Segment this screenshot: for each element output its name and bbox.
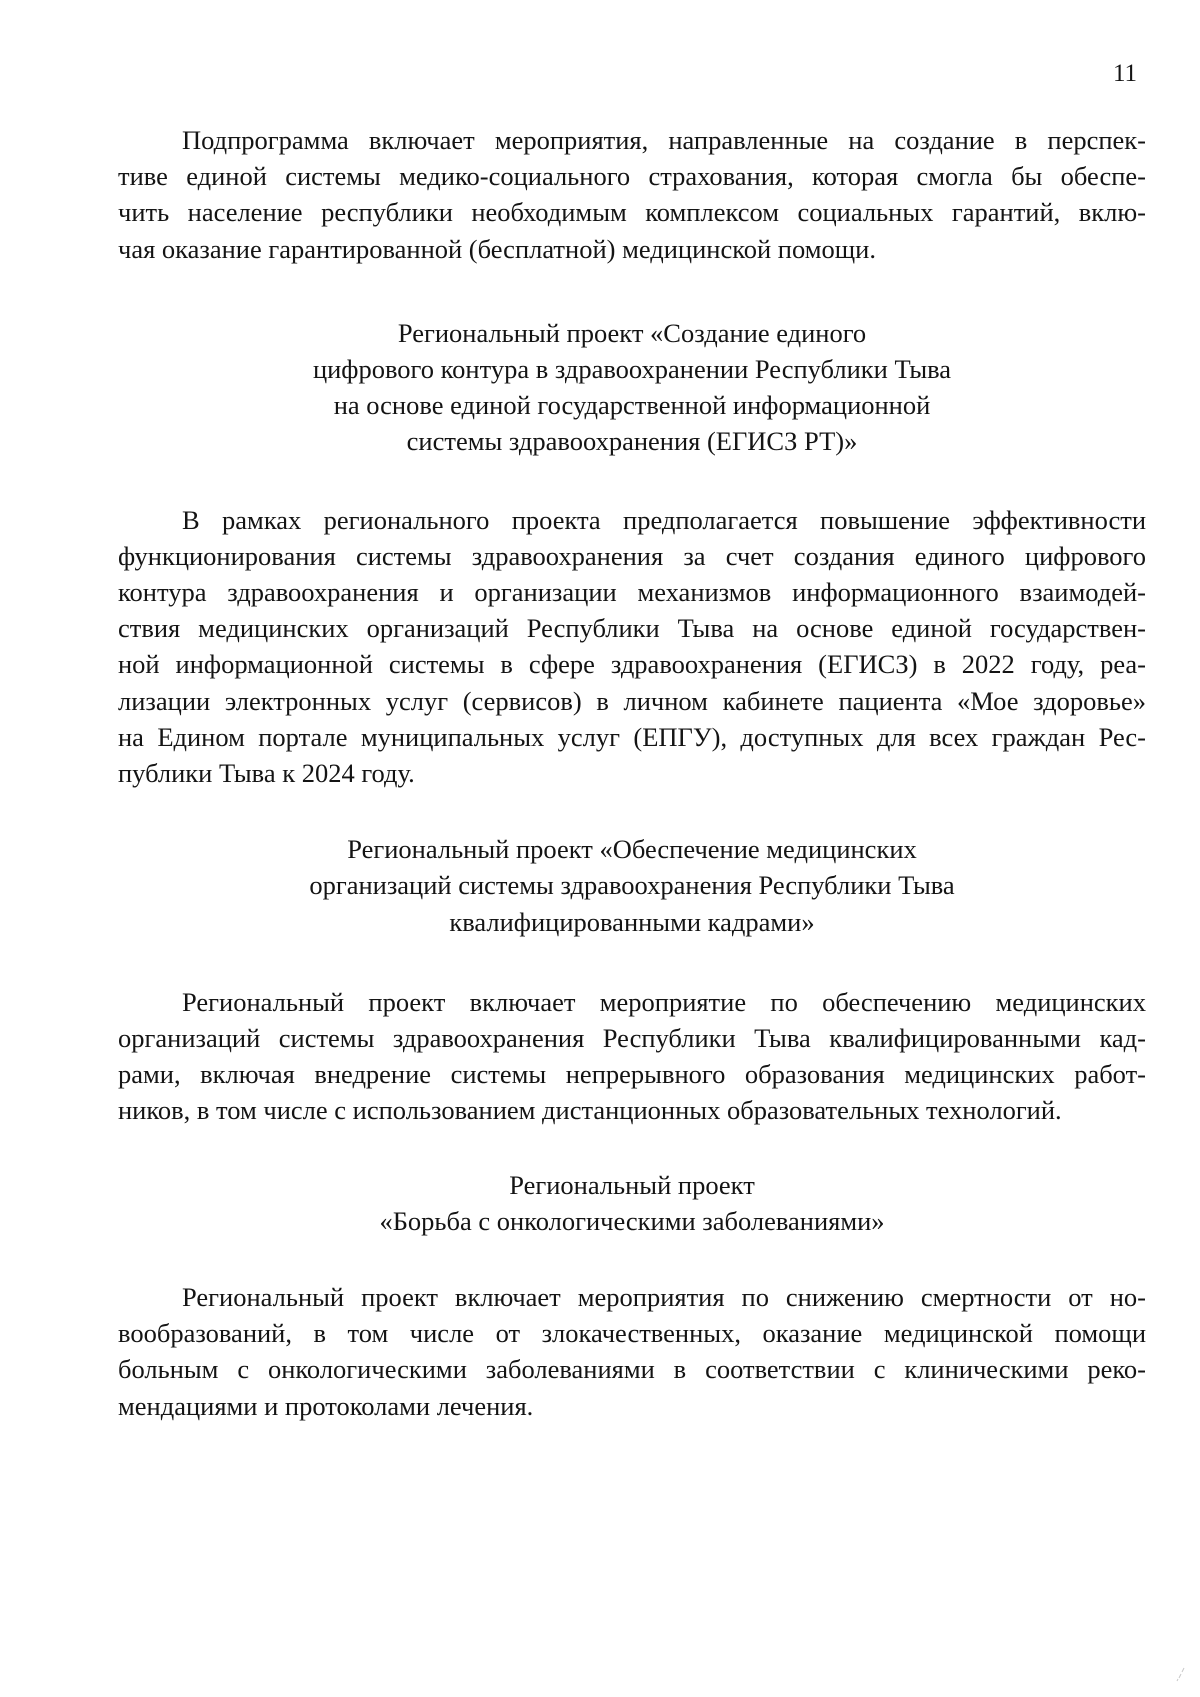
- paragraph-line: ствия медицинских организаций Республики Тыва на основе единой государствен-: [118, 613, 1146, 644]
- paragraph-line: функционирования системы здравоохранения за счет создания единого цифрового: [118, 540, 1146, 571]
- page-number: 11: [1112, 60, 1138, 87]
- heading-line: Региональный проект «Обеспечение медицинских: [347, 834, 917, 865]
- paragraph-line: ников, в том числе с использованием дистанционных образовательных технологий.: [118, 1095, 1062, 1126]
- section-heading-digital-contour: [118, 315, 1146, 460]
- document-body: [118, 122, 1146, 1424]
- paragraph-line: контура здравоохранения и организации механизмов информационного взаимодей-: [118, 577, 1146, 608]
- paragraph-line: больным с онкологическими заболеваниями в соответствии с клиническими реко-: [118, 1354, 1146, 1385]
- paragraph-qualified-staff: [118, 984, 1146, 1129]
- section-heading-qualified-staff: [118, 831, 1146, 940]
- paragraph-line: В рамках регионального проекта предполагается повышение эффективности: [182, 504, 1146, 535]
- paragraph-oncology: [118, 1279, 1146, 1424]
- paragraph-line: Региональный проект включает мероприятия по снижению смертности от но-: [182, 1282, 1146, 1313]
- heading-line: организаций системы здравоохранения Республики Тыва: [309, 870, 955, 901]
- heading-line: Региональный проект «Создание единого: [397, 317, 867, 348]
- heading-line: цифрового контура в здравоохранении Республики Тыва: [312, 354, 952, 385]
- paragraph-line: мендациями и протоколами лечения.: [118, 1390, 534, 1421]
- heading-line: Региональный проект: [509, 1169, 755, 1200]
- paragraph-line: публики Тыва к 2024 году.: [118, 758, 415, 789]
- paragraph-line: лизации электронных услуг (сервисов) в личном кабинете пациента «Мое здоровье»: [118, 685, 1146, 716]
- heading-line: квалифицированными кадрами»: [449, 906, 815, 937]
- heading-line: «Борьба с онкологическими заболеваниями»: [379, 1205, 885, 1236]
- paragraph-line: чить население республики необходимым комплексом социальных гарантий, вклю-: [118, 197, 1146, 228]
- heading-line: системы здравоохранения (ЕГИСЗ РТ)»: [406, 426, 858, 457]
- paragraph-line: чая оказание гарантированной (бесплатной) медицинской помощи.: [118, 233, 876, 264]
- paragraph-line: тиве единой системы медико-социального страхования, которая смогла бы обеспе-: [118, 161, 1146, 192]
- heading-line: на основе единой государственной информационной: [333, 390, 931, 421]
- paragraph-line: Подпрограмма включает мероприятия, направленные на создание в перспек-: [182, 125, 1146, 155]
- paragraph-subprogram: [118, 122, 1146, 267]
- paragraph-line: Региональный проект включает мероприятие по обеспечению медицинских: [182, 986, 1146, 1017]
- paragraph-digital-contour: [118, 502, 1146, 792]
- paragraph-line: на Едином портале муниципальных услуг (ЕПГУ), доступных для всех граждан Рес-: [118, 721, 1146, 752]
- paragraph-line: вообразований, в том числе от злокачественных, оказание медицинской помощи: [118, 1318, 1146, 1349]
- scan-artifact-mark: [1176, 1666, 1186, 1682]
- paragraph-line: ной информационной системы в сфере здравоохранения (ЕГИСЗ) в 2022 году, реа-: [118, 649, 1146, 680]
- paragraph-line: рами, включая внедрение системы непрерывного образования медицинских работ-: [118, 1059, 1146, 1090]
- paragraph-line: организаций системы здравоохранения Республики Тыва квалифицированными кад-: [118, 1023, 1146, 1054]
- section-heading-oncology: [118, 1167, 1146, 1239]
